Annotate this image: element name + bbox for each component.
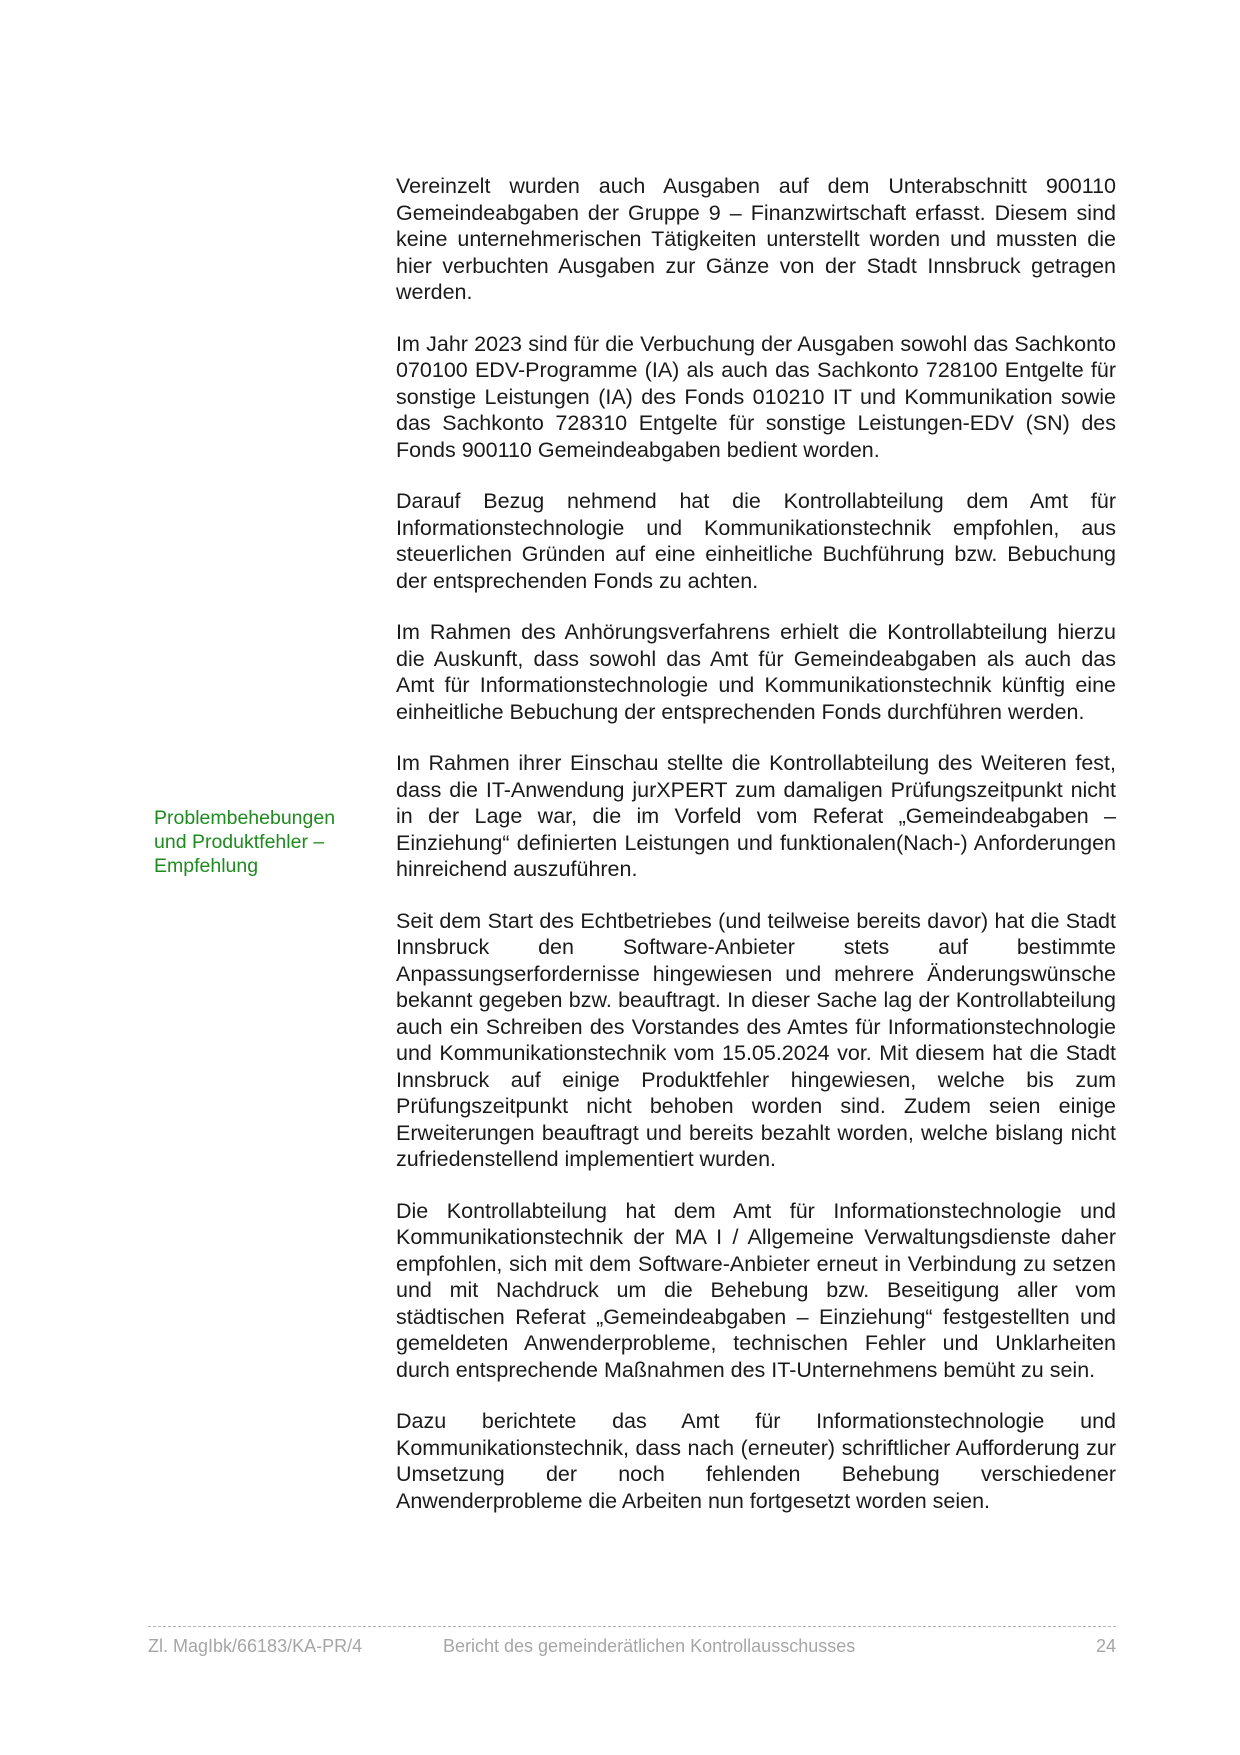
paragraph-4: Im Rahmen des Anhörungsverfahrens erhielt die Kontrollabteilung hierzu die Auskunft, dass sowohl das Amt für Gemeindeabgaben als auch das Amt für Informationstechnologie und Kommunikationstechnik künftig eine einheitliche Bebuchung der entsprechenden Fonds durchführen werden. — [396, 620, 1116, 724]
body-text — [396, 173, 1116, 1539]
paragraph-1: Vereinzelt wurden auch Ausgaben auf dem Unterabschnitt 900110 Gemeindeabgaben der Gruppe 9 – Finanzwirtschaft erfasst. Diesem sind keine unternehmerischen Tätigkeiten unterstellt worden und mussten die hier verbuchten Ausgaben zur Gänze von der Stadt Innsbruck getragen werden. — [396, 174, 1116, 304]
footer-divider — [148, 1626, 1116, 1627]
paragraph-8: Dazu berichtete das Amt für Informationstechnologie und Kommunikationstechnik, dass nach (erneuter) schriftlicher Aufforderung zur Umsetzung der noch fehlenden Behebung verschiedener Anwenderprobleme die Arbeiten nun fortgesetzt worden seien. — [396, 1409, 1116, 1513]
footer-reference: Zl. MagIbk/66183/KA-PR/4 — [148, 1636, 363, 1656]
paragraph-7: Die Kontrollabteilung hat dem Amt für Informationstechnologie und Kommunikationstechnik der MA I / Allgemeine Verwaltungsdienste daher empfohlen, sich mit dem Software-Anbieter erneut in Verbindung zu setzen und mit Nachdruck um die Behebung bzw. Beseitigung aller vom städtischen Referat „Gemeindeabgaben – Einziehung“ festgestellten und gemeldeten Anwenderprobleme, technischen Fehler und Unklarheiten durch entsprechende Maßnahmen des IT-Unternehmens bemüht zu sein. — [396, 1198, 1116, 1382]
paragraph-5: Im Rahmen ihrer Einschau stellte die Kontrollabteilung des Weiteren fest, dass die IT-Anwendung jurXPERT zum damaligen Prüfungszeitpunkt nicht in der Lage war, die im Vorfeld vom Referat „Gemeindeabgaben – Einziehung“ definierten Leistungen und funktionalen(Nach-) Anforderungen hinreichend auszuführen. — [396, 751, 1116, 881]
paragraph-3: Darauf Bezug nehmend hat die Kontrollabteilung dem Amt für Informationstechnologie und Kommunikationstechnik empfohlen, aus steuerlichen Gründen auf eine einheitliche Buchführung bzw. Bebuchung der entsprechenden Fonds zu achten. — [396, 489, 1116, 593]
paragraph-6: Seit dem Start des Echtbetriebes (und teilweise bereits davor) hat die Stadt Innsbruck den Software-Anbieter stets auf bestimmte Anpassungserfordernisse hingewiesen und mehrere Änderungswünsche bekannt gegeben bzw. beauftragt. In dieser Sache lag der Kontrollabteilung auch ein Schreiben des Vorstandes des Amtes für Informationstechnologie und Kommunikationstechnik vom 15.05.2024 vor. Mit diesem hat die Stadt Innsbruck auf einige Produktfehler hingewiesen, welche bis zum Prüfungszeitpunkt nicht behoben worden sind. Zudem seien einige Erweiterungen beauftragt und bereits bezahlt worden, welche bislang nicht zufriedenstellend implementiert wurden. — [396, 908, 1116, 1171]
footer-title: Bericht des gemeinderätlichen Kontrollausschusses — [443, 1636, 856, 1656]
paragraph-2: Im Jahr 2023 sind für die Verbuchung der Ausgaben sowohl das Sachkonto 070100 EDV-Programme (IA) als auch das Sachkonto 728100 Entgelte für sonstige Leistungen (IA) des Fonds 010210 IT und Kommunikation sowie das Sachkonto 728310 Entgelte für sonstige Leistungen-EDV (SN) des Fonds 900110 Gemeindeabgaben bedient worden. — [396, 331, 1116, 462]
page-number: 24 — [1095, 1636, 1116, 1656]
margin-note: Problembehebungen und Produktfehler – Empfehlung — [154, 807, 336, 877]
